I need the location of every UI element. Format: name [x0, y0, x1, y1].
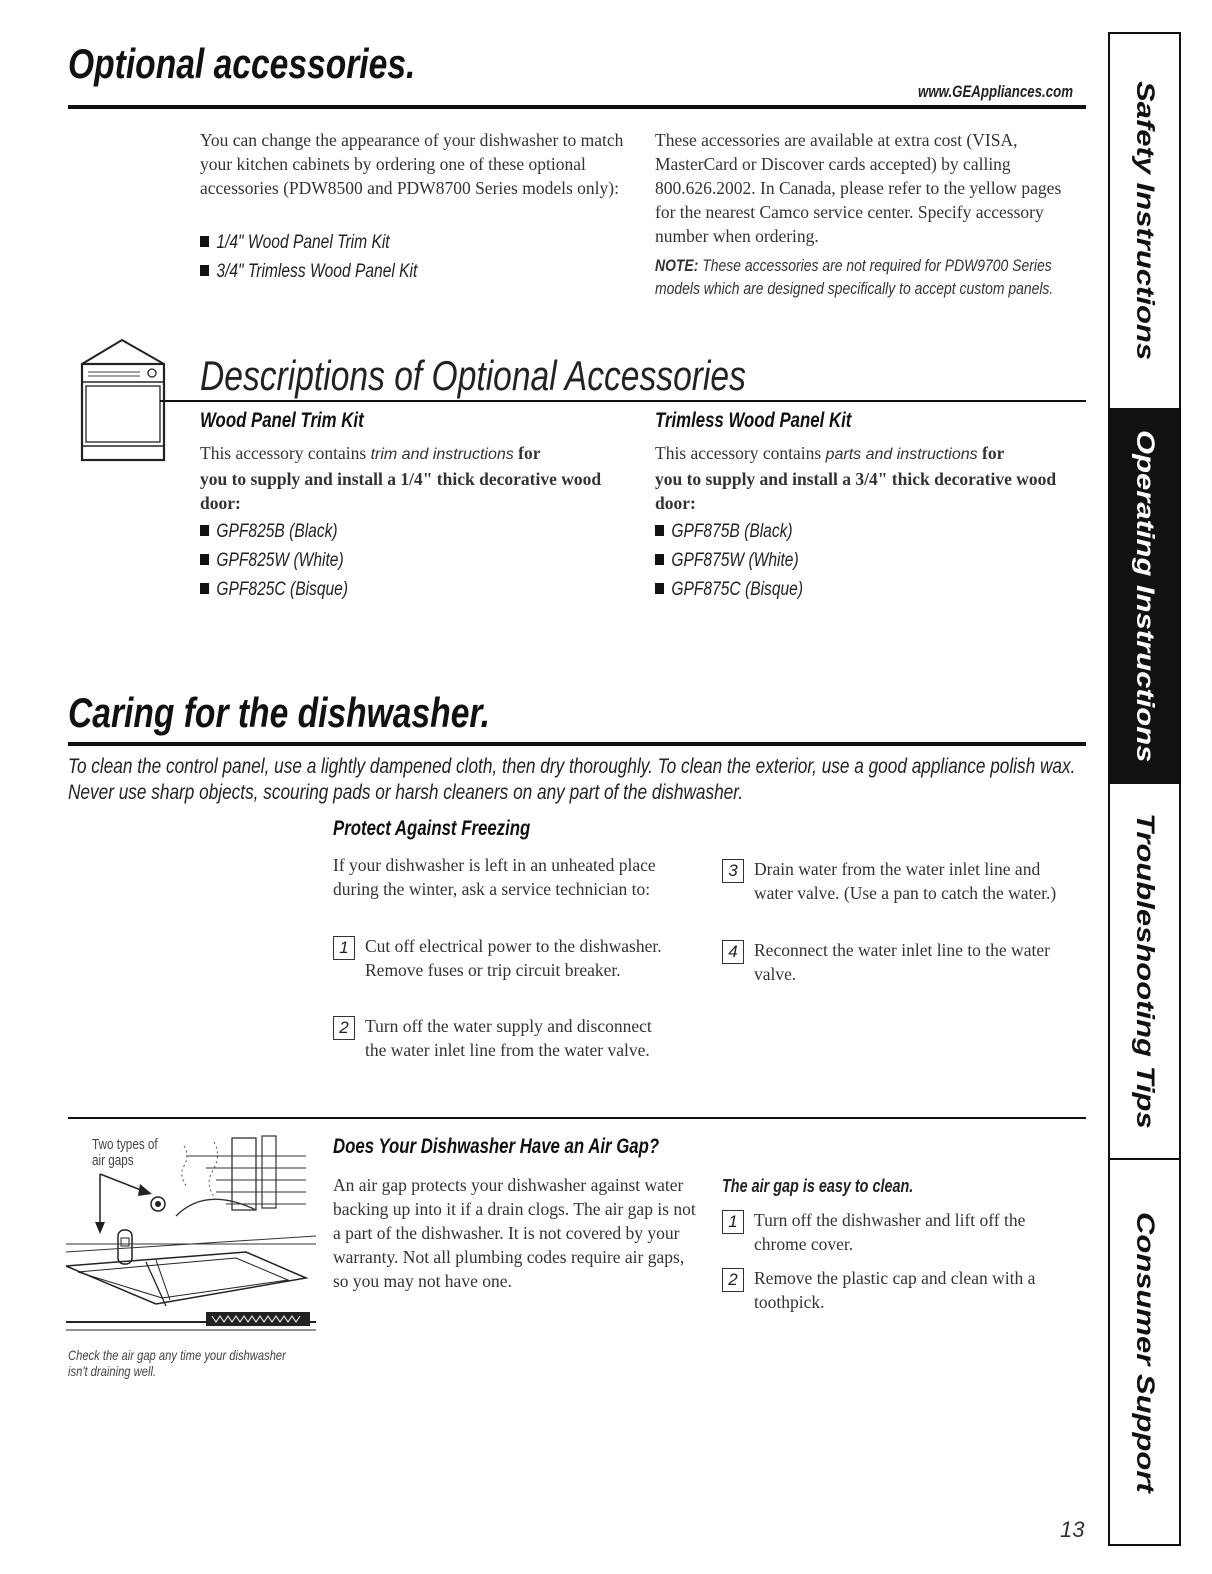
bullet-icon	[200, 583, 209, 594]
airgap-heading: Does Your Dishwasher Have an Air Gap?	[333, 1135, 660, 1158]
step-text: Drain water from the water inlet line and water valve. (Use a pan to catch the water.)	[754, 859, 1057, 903]
freezing-text: If your dishwasher is left in an unheated place during the winter, ask a service technician to:	[333, 855, 656, 899]
tab-operating-instructions[interactable]	[1110, 408, 1179, 784]
intro-left-text: You can change the appearance of your dishwasher to match your kitchen cabinets by ordering one of these optional accessories (PDW8500 and PDW8700 Series models only):	[200, 130, 624, 198]
step-number: 2	[722, 1268, 744, 1292]
bullet-icon	[655, 525, 664, 536]
airgap-figure-label: Two types of air gaps	[92, 1136, 158, 1169]
air-gap-illustration	[66, 1126, 316, 1338]
tab-label: Operating Instructions	[1130, 429, 1160, 763]
title-rule	[68, 105, 1086, 109]
website-url[interactable]: www.GEAppliances.com	[918, 82, 1073, 101]
airgap-rule	[68, 1117, 1086, 1119]
kit-list	[200, 232, 465, 290]
freezing-step-4	[722, 938, 1072, 986]
page-title: Optional accessories.	[68, 40, 416, 87]
tab-label: Troubleshooting Tips	[1130, 813, 1160, 1129]
step-text: Reconnect the water inlet line to the water valve.	[754, 940, 1050, 984]
intro-right-text: These accessories are available at extra cost (VISA, MasterCard or Discover cards accepted) by calling 800.626.2002. In Canada, please refer to the yellow pages for the nearest Camco service center. Specify accessory number when ordering.	[655, 130, 1062, 246]
freezing-step-3	[722, 857, 1072, 905]
step-number: 1	[722, 1210, 744, 1234]
tab-consumer-support[interactable]	[1110, 1160, 1179, 1544]
step-number: 2	[333, 1016, 355, 1040]
step-text: Remove the plastic cap and clean with a toothpick.	[754, 1268, 1036, 1312]
model-item: GPF825B (Black)	[200, 521, 348, 550]
freezing-step-1	[333, 934, 673, 982]
model-item: GPF825W (White)	[200, 550, 348, 579]
model-item: GPF875W (White)	[655, 550, 803, 579]
step-number: 1	[333, 936, 355, 960]
trimless-kit-heading: Trimless Wood Panel Kit	[655, 409, 852, 432]
airgap-step-1	[722, 1208, 1077, 1256]
step-number: 3	[722, 859, 744, 883]
tab-label: Safety Instructions	[1130, 81, 1160, 361]
model-item: GPF825C (Bisque)	[200, 579, 348, 608]
tab-label: Consumer Support	[1130, 1211, 1160, 1493]
step-text: Turn off the dishwasher and lift off the chrome cover.	[754, 1210, 1026, 1254]
kit-item: 3/4" Trimless Wood Panel Kit	[200, 261, 417, 290]
airgap-easy-heading: The air gap is easy to clean.	[722, 1176, 914, 1196]
step-text: Turn off the water supply and disconnect the water inlet line from the water valve.	[365, 1016, 652, 1060]
kit-item: 1/4" Wood Panel Trim Kit	[200, 232, 417, 261]
trim-kit-models	[200, 521, 381, 608]
caring-intro: To clean the control panel, use a lightly dampened cloth, then dry thoroughly. To clean the exterior, use a good appliance polish wax. Never use sharp objects, scouring pads or harsh cleaners on any part of the dishwasher.	[68, 755, 1076, 804]
trimless-kit-models	[655, 521, 836, 608]
dishwasher-icon	[78, 336, 170, 464]
bullet-icon	[655, 554, 664, 565]
freezing-step-2	[333, 1014, 673, 1062]
page-number: 13	[1060, 1517, 1085, 1542]
note-text: These accessories are not required for PDW9700 Series models which are designed specifically to accept custom panels.	[655, 256, 1054, 298]
bullet-icon	[200, 525, 209, 536]
wood-panel-trim-kit-text: This accessory contains trim and instructions for you to supply and install a 1/4" thick decorative wood door:	[200, 443, 602, 513]
model-item: GPF875B (Black)	[655, 521, 803, 550]
bullet-icon	[200, 265, 209, 276]
caring-rule	[68, 742, 1086, 746]
tab-safety-instructions[interactable]	[1110, 34, 1179, 408]
airgap-text: An air gap protects your dishwasher against water backing up into it if a drain clogs. The air gap is not a part of the dishwasher. It is not covered by your warranty. Not all plumbing codes require air gaps, so you may not have one.	[333, 1175, 696, 1291]
airgap-step-2	[722, 1266, 1077, 1314]
wood-panel-trim-kit-heading: Wood Panel Trim Kit	[200, 409, 364, 432]
freezing-heading: Protect Against Freezing	[333, 817, 531, 840]
bullet-icon	[200, 554, 209, 565]
caring-title: Caring for the dishwasher.	[68, 689, 490, 736]
model-item: GPF875C (Bisque)	[655, 579, 803, 608]
bullet-icon	[200, 236, 209, 247]
descriptions-title: Descriptions of Optional Accessories	[200, 352, 746, 399]
bullet-icon	[655, 583, 664, 594]
step-text: Cut off electrical power to the dishwasher. Remove fuses or trip circuit breaker.	[365, 936, 662, 980]
airgap-caption: Check the air gap any time your dishwasher isn't draining well.	[68, 1347, 286, 1379]
descriptions-rule	[160, 400, 1086, 402]
section-tabs	[1108, 32, 1181, 1546]
tab-troubleshooting-tips[interactable]	[1110, 784, 1179, 1158]
trimless-kit-text: This accessory contains parts and instructions for you to supply and install a 3/4" thick decorative wood door:	[655, 443, 1057, 513]
step-number: 4	[722, 940, 744, 964]
note-label: NOTE:	[655, 256, 699, 275]
intro-note	[655, 254, 1065, 300]
